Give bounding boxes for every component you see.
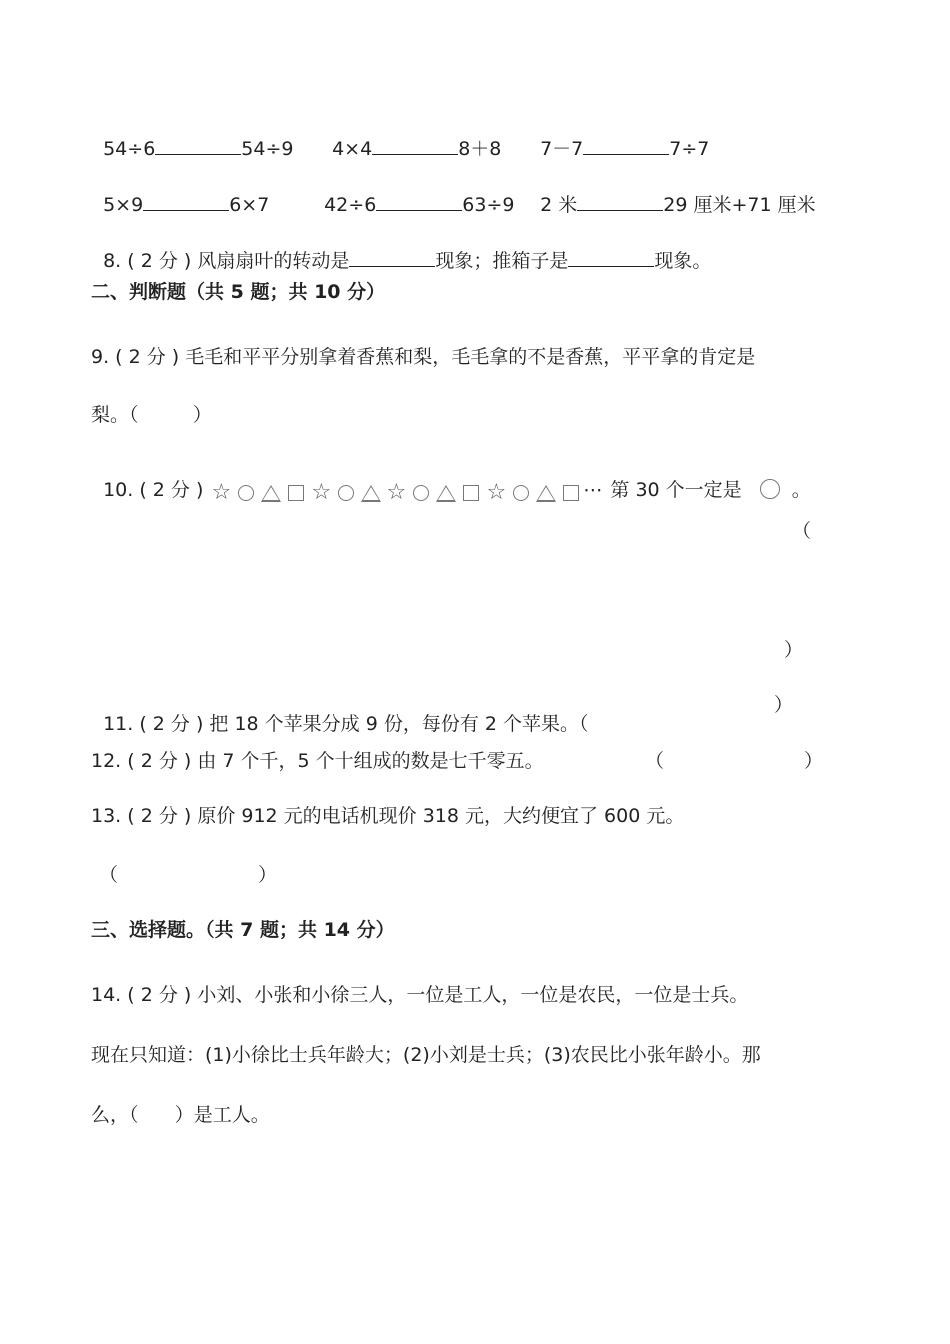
star-icon: ☆ [486,480,507,505]
compare-right: 29 厘米+71 厘米 [663,194,816,216]
answer-blank[interactable] [155,135,241,155]
answer-blank[interactable] [577,191,663,211]
q10-paren-open[interactable]: （ [792,520,812,542]
q12-paren-open[interactable]: （ [645,750,665,772]
compare-left: 42÷6 [324,194,377,216]
question-9-line-1: 9. ( 2 分 ) 毛毛和平平分别拿着香蕉和梨，毛毛拿的不是香蕉，平平拿的肯定是 [91,346,756,368]
compare-left: 2 米 [540,194,578,216]
question-9-line-2: 梨。（ ） [91,404,212,426]
q8-mid: 现象；推箱子是 [435,250,569,272]
star-icon: ☆ [211,480,232,505]
compare-right: 6×7 [229,194,270,216]
question-14-line-3: 么，（ ）是工人。 [91,1104,270,1126]
ellipsis: ⋯ [583,479,603,501]
star-icon: ☆ [311,480,332,505]
answer-blank[interactable] [376,191,462,211]
question-10 [91,460,811,504]
compare-right: 8＋8 [458,138,502,160]
circle-icon [413,485,429,501]
compare-left: 54÷6 [103,138,156,160]
circle-answer-icon [760,479,780,499]
answer-blank[interactable] [568,247,654,267]
q11-paren-close[interactable]: ） [774,694,794,716]
question-13: 13. ( 2 分 ) 原价 912 元的电话机现价 318 元，大约便宜了 600 元。 [91,805,685,827]
circle-icon [238,485,254,501]
triangle-icon [436,485,456,502]
answer-blank[interactable] [349,247,435,267]
square-icon [288,485,304,501]
compare-right: 7÷7 [669,138,710,160]
circle-icon [513,485,529,501]
triangle-icon [261,485,281,502]
answer-blank[interactable] [583,135,669,155]
compare-left: 5×9 [103,194,144,216]
question-11 [91,696,589,734]
square-icon [563,485,579,501]
question-14-line-2: 现在只知道：(1)小徐比士兵年龄大；(2)小刘是士兵；(3)农民比小张年龄小。那 [91,1044,761,1066]
question-12: 12. ( 2 分 ) 由 7 个千，5 个十组成的数是七千零五。 [91,750,544,772]
compare-row-1c [528,116,709,159]
q8-prefix: 8. ( 2 分 ) 风扇扇叶的转动是 [103,250,350,272]
circle-icon [338,485,354,501]
triangle-icon [536,485,556,502]
q10-paren-close[interactable]: ） [784,639,804,661]
compare-row-2b [312,172,514,215]
compare-right: 63÷9 [462,194,515,216]
compare-row-2 [91,172,269,215]
question-8 [91,228,711,271]
compare-row-1b [320,116,501,159]
q8-suffix: 现象。 [654,250,712,272]
section-3-title: 三、选择题。（共 7 题；共 14 分） [91,919,395,941]
shape-sequence [209,482,583,504]
compare-row-1 [91,116,293,159]
q12-paren-close[interactable]: ） [804,750,824,772]
question-14-line-1: 14. ( 2 分 ) 小刘、小张和小徐三人，一位是工人，一位是农民，一位是士兵。 [91,984,749,1006]
square-icon [463,485,479,501]
section-2-title: 二、判断题（共 5 题；共 10 分） [91,281,386,303]
q10-end: 。 [791,479,811,501]
answer-blank[interactable] [143,191,229,211]
q10-prefix: 10. ( 2 分 ) [103,479,210,501]
q13-paren-close[interactable]: ） [258,864,278,886]
q11-text: 11. ( 2 分 ) 把 18 个苹果分成 9 份，每份有 2 个苹果。（ [103,713,589,735]
star-icon: ☆ [386,480,407,505]
q13-paren-open[interactable]: （ [99,864,119,886]
q10-text: 第 30 个一定是 [610,479,742,501]
compare-left: 4×4 [332,138,373,160]
compare-left: 7－7 [540,138,584,160]
answer-blank[interactable] [372,135,458,155]
compare-row-2c [528,172,816,215]
triangle-icon [361,485,381,502]
compare-right: 54÷9 [241,138,294,160]
